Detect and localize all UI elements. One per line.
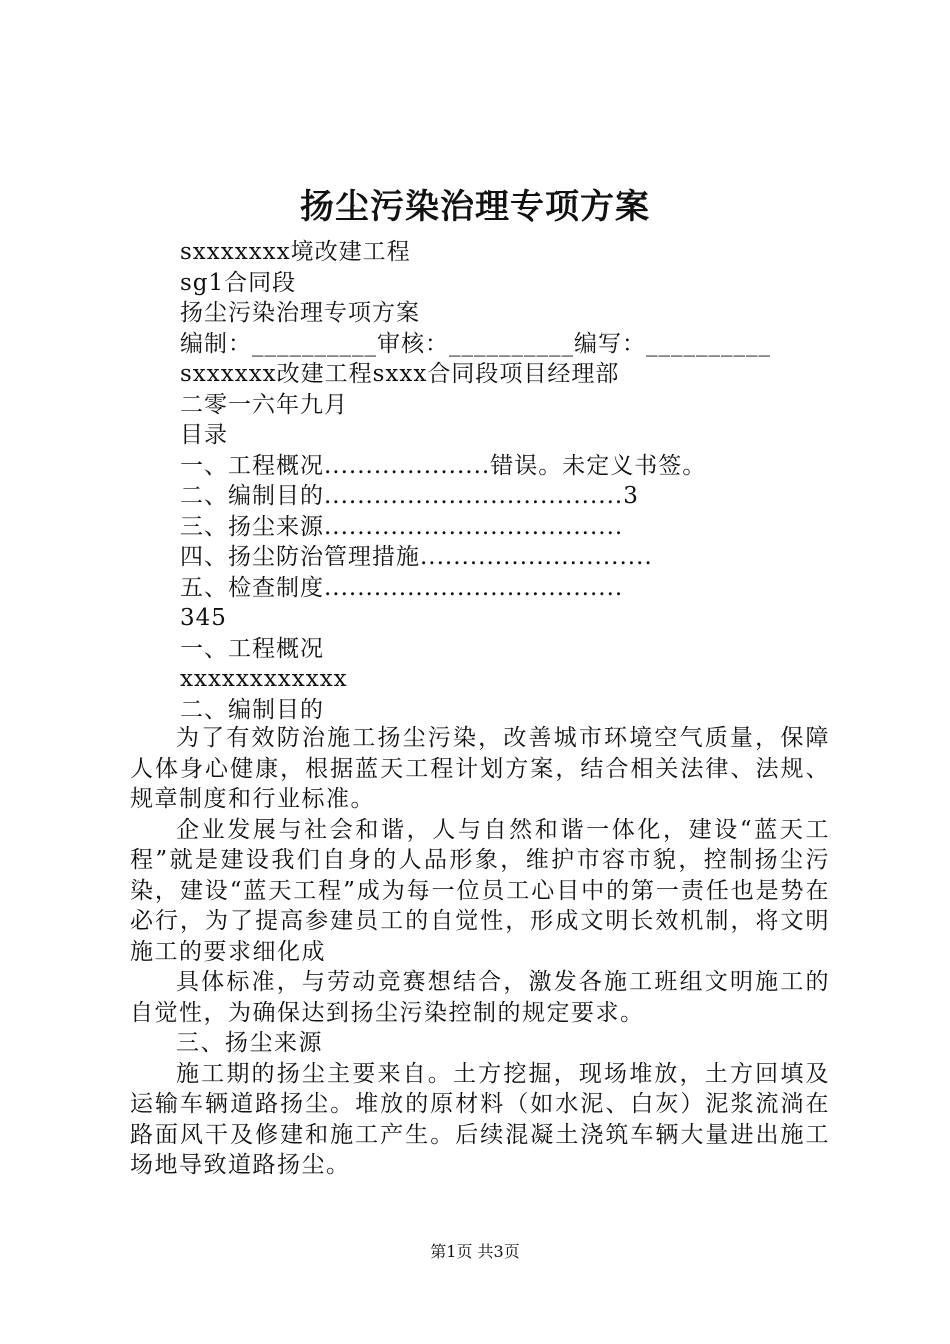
paragraph: 具体标准，与劳动竞赛想结合，激发各施工班组文明施工的自觉性，为确保达到扬尘污染控制的规定要求。 [130, 969, 830, 1026]
toc-item: 二、编制目的....................................3 [180, 483, 639, 509]
cover-project-name: sxxxxxxx境改建工程 [180, 239, 411, 265]
toc-item: 三、扬尘来源.................................... [180, 513, 624, 540]
toc-item: 五、检查制度.................................... [180, 574, 624, 601]
toc-page-numbers: 345 [180, 605, 227, 631]
cover-date: 二零一六年九月 [180, 391, 348, 418]
section-text: xxxxxxxxxxxx [180, 666, 348, 692]
toc-item: 四、扬尘防治管理措施............................ [180, 544, 653, 570]
section-heading: 三、扬尘来源 [176, 1030, 323, 1056]
body-text [130, 723, 830, 1181]
cover-contract-section: sg1合同段 [180, 269, 297, 296]
page-footer: 第1页 共3页 [430, 1242, 520, 1261]
cover-plan-name: 扬尘污染治理专项方案 [180, 300, 420, 326]
toc-title: 目录 [180, 422, 228, 448]
cover-and-toc [180, 237, 840, 725]
cover-signatures: 编制：__________审核：__________编写：__________ [180, 330, 771, 357]
paragraph: 施工期的扬尘主要来自。土方挖掘，现场堆放，土方回填及运输车辆道路扬尘。堆放的原材料（如水泥、白灰）泥浆流淌在路面风干及修建和施工产生。后续混凝土浇筑车辆大量进出施工场地导致道路扬尘。 [130, 1060, 830, 1178]
section-heading: 一、工程概况 [180, 635, 324, 662]
cover-department: sxxxxxx改建工程sxxx合同段项目经理部 [180, 361, 620, 387]
paragraph: 企业发展与社会和谐，人与自然和谐一体化，建设“蓝天工程”就是建设我们自身的人品形象，维护市容市貌，控制扬尘污染，建设“蓝天工程”成为每一位员工心目中的第一责任也是势在必行，为了提高参建员工的自觉性，形成文明长效机制，将文明施工的要求细化成 [130, 816, 830, 965]
section-heading: 二、编制目的 [180, 696, 324, 723]
toc-item: 一、工程概况....................错误。未定义书签。 [180, 452, 707, 479]
paragraph: 为了有效防治施工扬尘污染，改善城市环境空气质量，保障人体身心健康，根据蓝天工程计划方案，结合相关法律、法规、规章制度和行业标准。 [130, 725, 830, 812]
document-title: 扬尘污染治理专项方案 [300, 187, 650, 227]
